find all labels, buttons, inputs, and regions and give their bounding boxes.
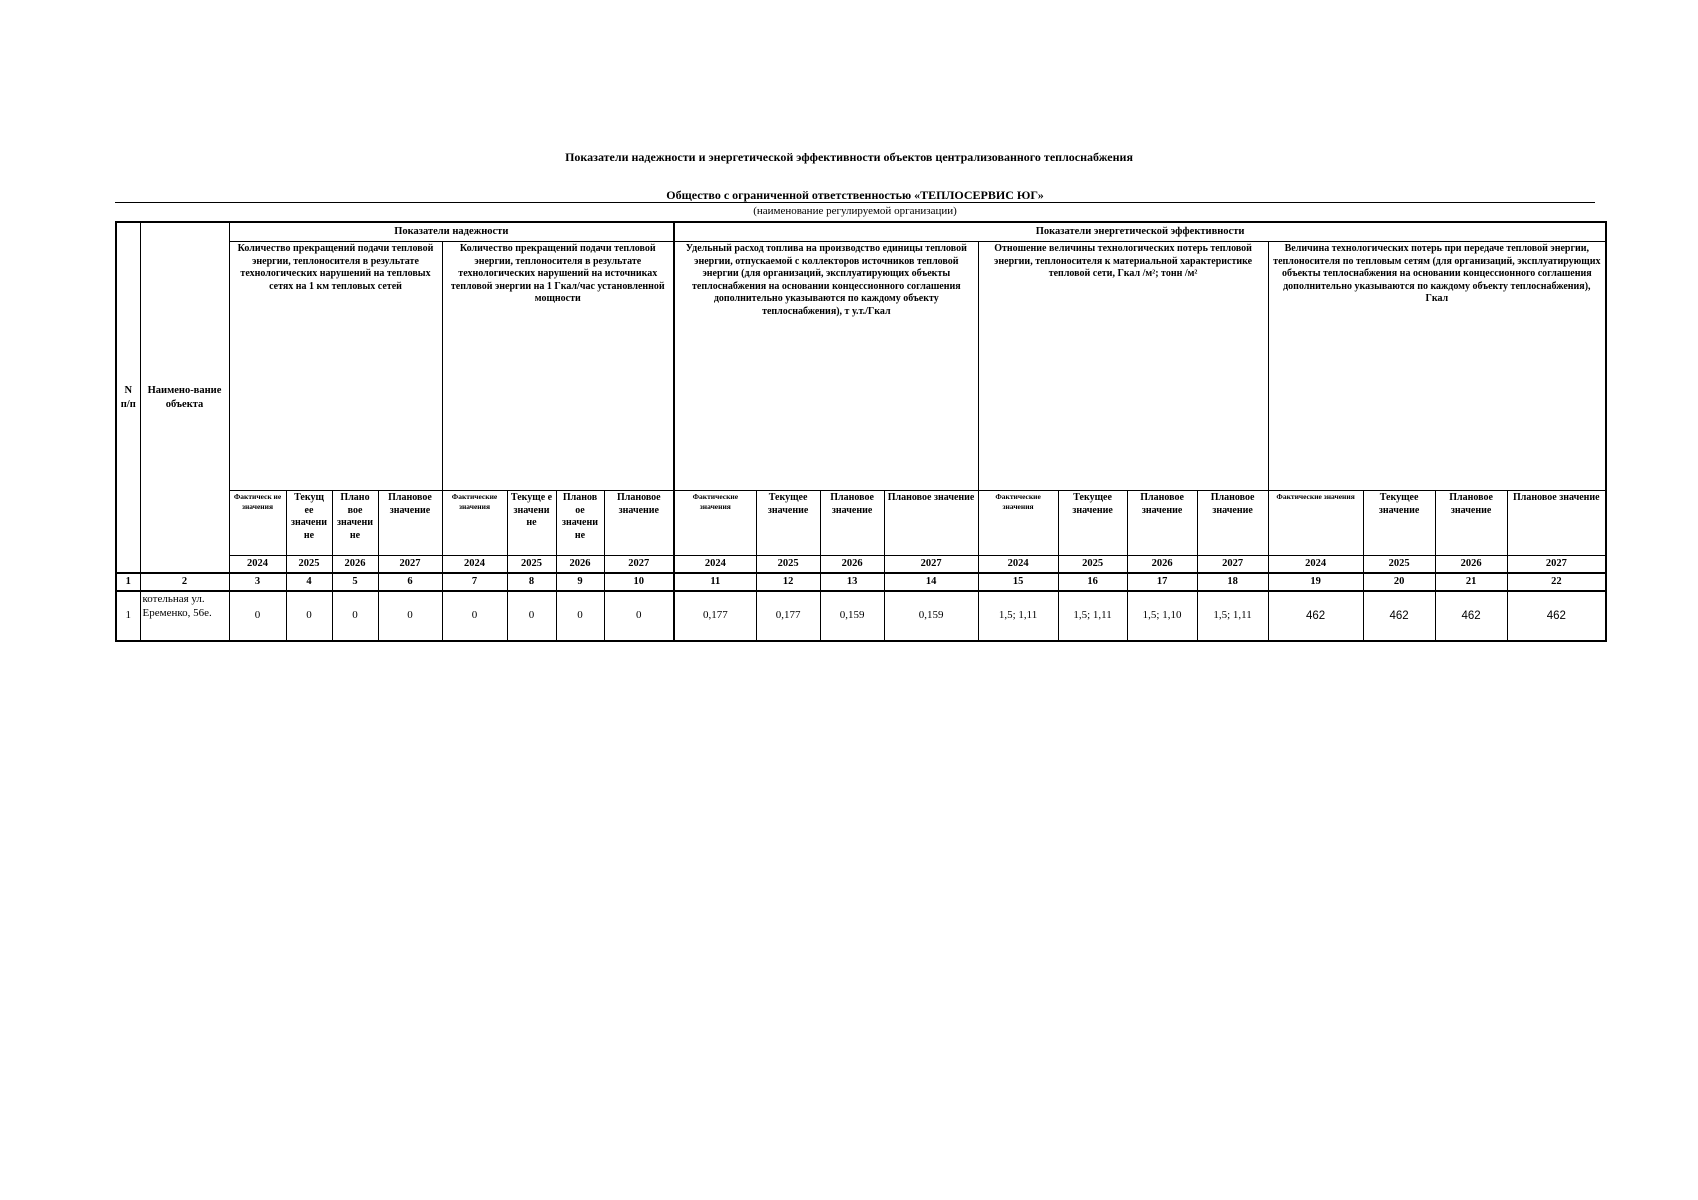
indicator-transmission-losses: Величина технологических потерь при передаче тепловой энергии, теплоносителя по тепловым сетям (для организаций, эксплуатирующих объекты теплоснабжения на основании концессионного соглашения дополнительно указываются по каждому объекту теплоснабжения), Гкал xyxy=(1268,242,1606,491)
subheader-planned-value: Плановое значение xyxy=(1507,491,1606,556)
value-cell: 0 xyxy=(332,591,378,641)
year-cell: 2027 xyxy=(378,556,442,574)
value-cell: 1,5; 1,11 xyxy=(978,591,1058,641)
subheader-actual: Фактические значения xyxy=(442,491,507,556)
subheader-current: Текущее значение xyxy=(1058,491,1127,556)
column-number: 20 xyxy=(1363,573,1435,591)
subheader-current: Текущ ее значени не xyxy=(286,491,332,556)
value-cell: 0,177 xyxy=(674,591,756,641)
header-object-name: Наимено-вание объекта xyxy=(140,222,229,573)
value-cell: 0 xyxy=(286,591,332,641)
subheader-planned-value: Плановое значение xyxy=(884,491,978,556)
indicator-network-interruptions: Количество прекращений подачи тепловой энергии, теплоносителя в результате технологических нарушений на тепловых сетях на 1 км тепловых сетей xyxy=(229,242,442,491)
subheader-current: Текуще е значени не xyxy=(507,491,556,556)
value-cell: 0,159 xyxy=(884,591,978,641)
value-cell: 462 xyxy=(1268,591,1363,641)
organization-underline xyxy=(115,202,1595,203)
value-cell: 0 xyxy=(442,591,507,641)
subheader-actual: Фактические значения xyxy=(1268,491,1363,556)
value-cell: 1,5; 1,10 xyxy=(1127,591,1197,641)
row-num: 1 xyxy=(116,591,140,641)
row-object-name: котельная ул. Еременко, 56е. xyxy=(140,591,229,641)
value-cell: 0 xyxy=(556,591,604,641)
group-efficiency: Показатели энергетической эффективности xyxy=(674,222,1606,242)
subheader-actual: Фактические значения xyxy=(978,491,1058,556)
year-cell: 2026 xyxy=(820,556,884,574)
subheader-planned: Плановое значение xyxy=(820,491,884,556)
indicator-source-interruptions: Количество прекращений подачи тепловой энергии, теплоносителя в результате технологических нарушений на источниках тепловой энергии на 1 Гкал/час установленной мощности xyxy=(442,242,674,491)
column-number: 21 xyxy=(1435,573,1507,591)
value-cell: 462 xyxy=(1363,591,1435,641)
value-cell: 1,5; 1,11 xyxy=(1058,591,1127,641)
year-cell: 2025 xyxy=(1363,556,1435,574)
year-cell: 2024 xyxy=(978,556,1058,574)
column-number: 14 xyxy=(884,573,978,591)
value-cell: 0 xyxy=(378,591,442,641)
column-number: 16 xyxy=(1058,573,1127,591)
year-cell: 2027 xyxy=(1197,556,1268,574)
header-num: N п/п xyxy=(116,222,140,573)
subheader-actual: Фактические значения xyxy=(674,491,756,556)
column-number: 18 xyxy=(1197,573,1268,591)
year-cell: 2027 xyxy=(604,556,674,574)
column-number: 5 xyxy=(332,573,378,591)
year-cell: 2026 xyxy=(1435,556,1507,574)
document-title: Показатели надежности и энергетической эффективности объектов централизованного теплоснабжения xyxy=(565,150,1133,164)
organization-name: Общество с ограниченной ответственностью «ТЕПЛОСЕРВИС ЮГ» xyxy=(666,188,1044,202)
year-cell: 2027 xyxy=(884,556,978,574)
value-cell: 0 xyxy=(229,591,286,641)
value-cell: 462 xyxy=(1435,591,1507,641)
indicators-table xyxy=(115,221,1607,642)
year-cell: 2024 xyxy=(442,556,507,574)
column-number: 1 xyxy=(116,573,140,591)
subheader-current: Текущее значение xyxy=(756,491,820,556)
year-cell: 2026 xyxy=(1127,556,1197,574)
subheader-actual: Фактическ ие значения xyxy=(229,491,286,556)
year-cell: 2025 xyxy=(286,556,332,574)
subheader-planned: Плановое значение xyxy=(1435,491,1507,556)
column-number: 13 xyxy=(820,573,884,591)
table-row xyxy=(116,591,1606,641)
column-number: 19 xyxy=(1268,573,1363,591)
subheader-planned: Плано вое значени не xyxy=(332,491,378,556)
group-reliability: Показатели надежности xyxy=(229,222,674,242)
year-cell: 2025 xyxy=(756,556,820,574)
column-number: 11 xyxy=(674,573,756,591)
subheader-planned: Планов ое значени не xyxy=(556,491,604,556)
year-cell: 2026 xyxy=(332,556,378,574)
value-cell: 1,5; 1,11 xyxy=(1197,591,1268,641)
subheader-planned-value: Плановое значение xyxy=(604,491,674,556)
column-number: 12 xyxy=(756,573,820,591)
indicator-loss-ratio: Отношение величины технологических потерь тепловой энергии, теплоносителя к материальной характеристике тепловой сети, Гкал /м²; тонн /м² xyxy=(978,242,1268,491)
subheader-planned-value: Плановое значение xyxy=(378,491,442,556)
value-cell: 0,177 xyxy=(756,591,820,641)
value-cell: 462 xyxy=(1507,591,1606,641)
value-cell: 0 xyxy=(604,591,674,641)
year-cell: 2027 xyxy=(1507,556,1606,574)
column-number: 22 xyxy=(1507,573,1606,591)
column-number: 3 xyxy=(229,573,286,591)
year-cell: 2024 xyxy=(229,556,286,574)
subheader-planned: Плановое значение xyxy=(1127,491,1197,556)
column-number: 6 xyxy=(378,573,442,591)
column-number: 17 xyxy=(1127,573,1197,591)
indicator-fuel-consumption: Удельный расход топлива на производство единицы тепловой энергии, отпускаемой с коллекторов источников тепловой энергии (для организаций, эксплуатирующих объекты теплоснабжения на основании концессионного соглашения дополнительно указываются по каждому объекту теплоснабжения), т у.т./Гкал xyxy=(674,242,978,491)
year-cell: 2026 xyxy=(556,556,604,574)
column-number: 2 xyxy=(140,573,229,591)
organization-caption: (наименование регулируемой организации) xyxy=(753,205,957,217)
subheader-current: Текущее значение xyxy=(1363,491,1435,556)
value-cell: 0 xyxy=(507,591,556,641)
column-number: 8 xyxy=(507,573,556,591)
column-number: 10 xyxy=(604,573,674,591)
column-number: 7 xyxy=(442,573,507,591)
column-number: 15 xyxy=(978,573,1058,591)
year-cell: 2024 xyxy=(1268,556,1363,574)
year-cell: 2025 xyxy=(1058,556,1127,574)
year-cell: 2024 xyxy=(674,556,756,574)
year-cell: 2025 xyxy=(507,556,556,574)
column-number: 9 xyxy=(556,573,604,591)
column-number: 4 xyxy=(286,573,332,591)
subheader-planned-value: Плановое значение xyxy=(1197,491,1268,556)
value-cell: 0,159 xyxy=(820,591,884,641)
